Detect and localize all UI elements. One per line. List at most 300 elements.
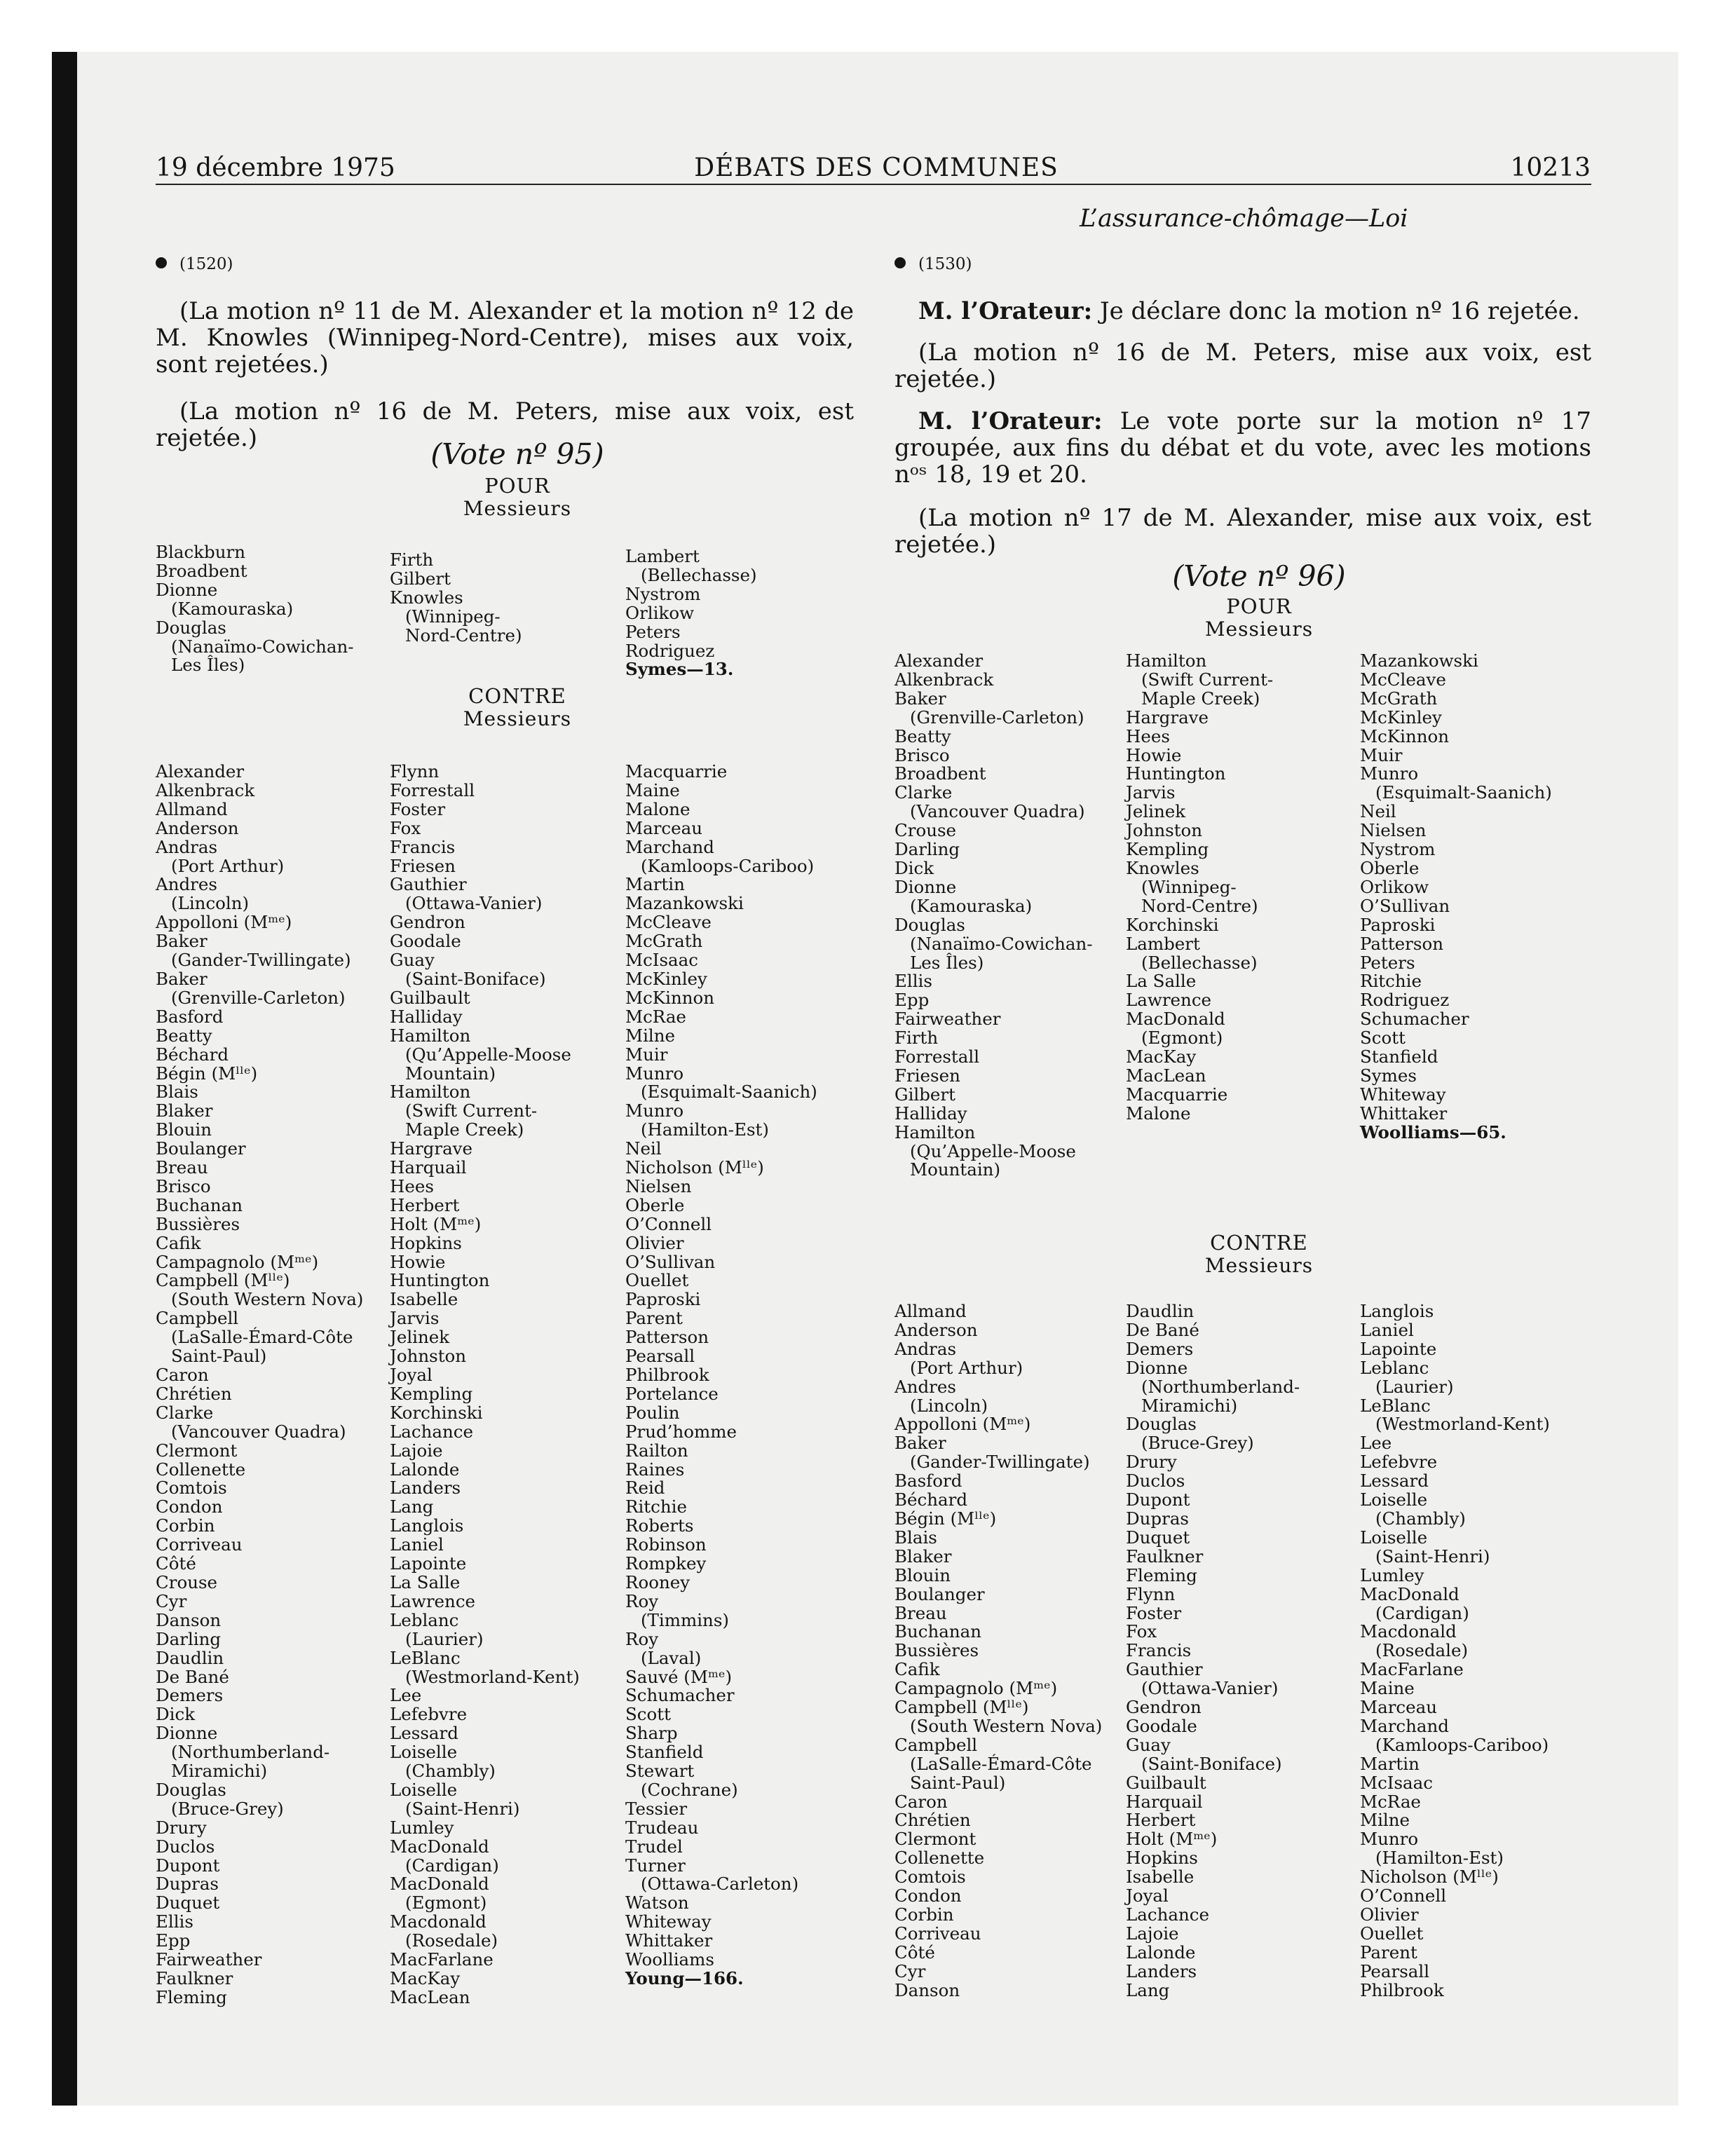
member-name: Neil bbox=[625, 1138, 662, 1159]
member-name: Macquarrie bbox=[1126, 1084, 1228, 1105]
member-riding: (South Western Nova) bbox=[910, 1715, 1103, 1736]
member-name: Munro bbox=[1360, 763, 1419, 784]
member-name: Firth bbox=[894, 1028, 939, 1049]
member-name: McCleave bbox=[625, 912, 712, 933]
member-name: Rodriguez bbox=[1360, 990, 1450, 1011]
member-name: LeBlanc bbox=[1360, 1395, 1431, 1416]
member-name: Blaker bbox=[156, 1100, 213, 1121]
member-name: La Salle bbox=[390, 1571, 461, 1592]
member-name: Drury bbox=[156, 1817, 207, 1838]
member-name: Baker bbox=[894, 688, 946, 709]
member-name: McKinnon bbox=[625, 987, 715, 1008]
vote-95-contre-heading: CONTRE bbox=[468, 684, 566, 708]
member-name: Francis bbox=[390, 836, 456, 857]
member-name: Whittaker bbox=[625, 1930, 713, 1951]
member-name: Corriveau bbox=[156, 1534, 243, 1555]
member-name: Francis bbox=[1126, 1640, 1192, 1661]
member-name: Fox bbox=[1126, 1621, 1157, 1642]
member-name: Anderson bbox=[894, 1319, 978, 1340]
vote-95-pour-col-3 bbox=[625, 547, 757, 679]
member-name: Peters bbox=[1360, 952, 1415, 973]
member-name: Neil bbox=[1360, 801, 1396, 822]
member-riding: (Gander-Twillingate) bbox=[171, 950, 351, 971]
member-riding: (Westmorland-Kent) bbox=[1375, 1414, 1550, 1435]
speech-text: Le vote porte sur la motion nº 17 groupée, aux fins du débat et du vote, avec les motions nᵒˢ 18, 19 et 20. bbox=[894, 407, 1591, 489]
member-name: Munro bbox=[1360, 1829, 1419, 1850]
member-name: Lee bbox=[390, 1685, 422, 1706]
vote-96-title: (Vote nº 96) bbox=[1172, 559, 1346, 593]
header-rule bbox=[156, 184, 1591, 185]
member-riding: (Qu’Appelle-Moose bbox=[405, 1044, 571, 1065]
member-name: Boulanger bbox=[894, 1583, 985, 1604]
member-name: Scott bbox=[625, 1704, 671, 1725]
member-name: Marchand bbox=[625, 836, 714, 857]
member-name: Danson bbox=[156, 1609, 222, 1630]
member-riding: (Cardigan) bbox=[405, 1855, 499, 1876]
right-paragraph-2: (La motion nº 16 de M. Peters, mise aux voix, est rejetée.) bbox=[894, 339, 1591, 393]
member-name: Lambert bbox=[1126, 933, 1200, 954]
member-name: MacDonald bbox=[390, 1874, 489, 1895]
member-name: Epp bbox=[894, 990, 930, 1011]
member-name: MacLean bbox=[390, 1986, 470, 2007]
member-name: Drury bbox=[1126, 1452, 1177, 1473]
member-name: Andres bbox=[156, 874, 217, 895]
member-name: Turner bbox=[625, 1855, 686, 1876]
member-name: Dupont bbox=[156, 1855, 220, 1876]
member-name: Mazankowski bbox=[625, 893, 744, 914]
member-riding: (Kamouraska) bbox=[910, 895, 1033, 916]
member-name: Lalonde bbox=[1126, 1942, 1196, 1963]
member-name: Symes bbox=[1360, 1065, 1417, 1086]
member-riding: (Laurier) bbox=[405, 1628, 484, 1649]
left-paragraph-2: (La motion nº 16 de M. Peters, mise aux voix, est rejetée.) bbox=[156, 397, 854, 452]
member-name: Munro bbox=[625, 1063, 684, 1084]
member-riding: (Bellechasse) bbox=[1141, 952, 1258, 973]
member-name: Marceau bbox=[625, 817, 703, 838]
member-riding: (Chambly) bbox=[1375, 1508, 1466, 1529]
member-riding: (Kamouraska) bbox=[171, 598, 294, 619]
member-name: Collenette bbox=[156, 1459, 246, 1480]
member-name: Langlois bbox=[1360, 1301, 1434, 1321]
member-name: Forrestall bbox=[894, 1046, 980, 1067]
member-name: Rompkey bbox=[625, 1553, 707, 1574]
member-name: Nielsen bbox=[1360, 820, 1427, 841]
member-name: Lalonde bbox=[390, 1459, 460, 1480]
member-name: Pearsall bbox=[1360, 1960, 1430, 1981]
member-name: Campbell (Mˡˡᵉ) bbox=[156, 1270, 290, 1291]
member-name: Gendron bbox=[390, 912, 465, 933]
member-name: Baker bbox=[894, 1433, 946, 1454]
member-name: MacFarlane bbox=[1360, 1659, 1464, 1680]
member-riding: (Westmorland-Kent) bbox=[405, 1666, 580, 1687]
member-name: Rooney bbox=[625, 1571, 690, 1592]
member-name: McGrath bbox=[625, 931, 703, 952]
vote-95-contre-col-3 bbox=[625, 763, 817, 1988]
member-name: Lambert bbox=[625, 546, 700, 566]
header-title: DÉBATS DES COMMUNES bbox=[694, 153, 1059, 182]
member-name: Dionne bbox=[1126, 1357, 1188, 1378]
member-riding: (Laval) bbox=[641, 1647, 702, 1668]
member-name: Collenette bbox=[894, 1848, 985, 1869]
member-name: De Bané bbox=[156, 1666, 229, 1687]
member-name: La Salle bbox=[1126, 971, 1197, 992]
member-name: Béchard bbox=[156, 1044, 229, 1065]
member-name: Ouellet bbox=[625, 1270, 689, 1291]
member-name: Nystrom bbox=[625, 583, 701, 604]
member-name: Leblanc bbox=[1360, 1357, 1429, 1378]
member-name: Prud’homme bbox=[625, 1421, 737, 1442]
member-name: Lapointe bbox=[390, 1553, 467, 1574]
member-riding: (Swift Current- bbox=[405, 1100, 538, 1121]
member-name: Fairweather bbox=[156, 1949, 262, 1970]
member-name: Schumacher bbox=[625, 1685, 735, 1706]
member-name: Landers bbox=[1126, 1960, 1197, 1981]
right-paragraph-1 bbox=[894, 298, 1591, 325]
time-marker-left bbox=[156, 254, 233, 275]
member-riding: (Lincoln) bbox=[910, 1395, 988, 1416]
member-name: Harquail bbox=[390, 1157, 467, 1178]
member-name: Knowles bbox=[390, 587, 463, 608]
member-name: Ouellet bbox=[1360, 1923, 1424, 1944]
member-name: Macdonald bbox=[390, 1911, 487, 1932]
member-name: Joyal bbox=[390, 1365, 433, 1385]
member-name: Isabelle bbox=[1126, 1867, 1195, 1888]
member-name: Muir bbox=[625, 1044, 668, 1065]
member-riding: (Laurier) bbox=[1375, 1376, 1454, 1397]
member-riding: (Lincoln) bbox=[171, 893, 250, 914]
member-name: Loiselle bbox=[1360, 1527, 1428, 1548]
member-riding: (Egmont) bbox=[405, 1892, 487, 1913]
member-name: Huntington bbox=[1126, 763, 1226, 784]
member-name: Clermont bbox=[156, 1440, 238, 1461]
member-name: Maine bbox=[625, 779, 680, 800]
member-name: De Bané bbox=[1126, 1319, 1199, 1340]
member-name: Malone bbox=[625, 798, 690, 819]
member-name: Cyr bbox=[156, 1590, 187, 1611]
member-name: Nicholson (Mˡˡᵉ) bbox=[1360, 1867, 1499, 1888]
vote-95-pour-subheading: Messieurs bbox=[463, 497, 572, 520]
member-riding: (Cardigan) bbox=[1375, 1602, 1469, 1623]
speech-text: Je déclare donc la motion nº 16 rejetée. bbox=[1092, 297, 1580, 325]
member-name: Whiteway bbox=[625, 1911, 712, 1932]
member-riding: Saint-Paul) bbox=[171, 1346, 267, 1367]
member-name: Appolloni (Mᵐᵉ) bbox=[894, 1414, 1031, 1435]
member-name: O’Connell bbox=[625, 1213, 712, 1234]
member-name: Blouin bbox=[894, 1564, 951, 1585]
member-riding: Les Îles) bbox=[910, 952, 984, 973]
member-name: Darling bbox=[894, 839, 960, 860]
member-name: Roy bbox=[625, 1628, 659, 1649]
member-name: Caron bbox=[894, 1791, 948, 1812]
member-name: Lang bbox=[1126, 1979, 1170, 2000]
member-name: Allmand bbox=[894, 1301, 967, 1321]
vote-96-contre-heading: CONTRE bbox=[1210, 1231, 1308, 1255]
member-name: O’Sullivan bbox=[625, 1251, 716, 1272]
header-page-number: 10213 bbox=[1510, 153, 1591, 182]
member-name: Broadbent bbox=[156, 560, 247, 581]
member-riding: (Grenville-Carleton) bbox=[171, 987, 346, 1008]
member-name: Roberts bbox=[625, 1515, 694, 1536]
member-name: Portelance bbox=[625, 1383, 719, 1404]
member-name: Symes—13. bbox=[625, 659, 734, 680]
member-name: Andras bbox=[894, 1338, 957, 1359]
member-name: Pearsall bbox=[625, 1346, 695, 1367]
member-name: Parent bbox=[1360, 1942, 1417, 1963]
member-name: Faulkner bbox=[156, 1968, 233, 1988]
member-name: Cafik bbox=[156, 1232, 201, 1253]
member-name: Brisco bbox=[156, 1175, 211, 1196]
speaker-label: M. l’Orateur: bbox=[918, 407, 1103, 435]
member-name: Guilbault bbox=[390, 987, 470, 1008]
member-name: Oberle bbox=[625, 1194, 685, 1215]
vote-96-pour-subheading: Messieurs bbox=[1204, 618, 1314, 641]
member-riding: (Nanaïmo-Cowichan- bbox=[171, 636, 354, 657]
member-name: Trudeau bbox=[625, 1817, 699, 1838]
member-name: Whittaker bbox=[1360, 1103, 1448, 1124]
member-name: Faulkner bbox=[1126, 1546, 1204, 1567]
member-name: McGrath bbox=[1360, 688, 1438, 709]
member-name: Duclos bbox=[156, 1836, 215, 1857]
member-name: Fleming bbox=[156, 1986, 227, 2007]
member-name: Dupras bbox=[1126, 1508, 1189, 1529]
member-riding: (LaSalle-Émard-Côte bbox=[171, 1327, 353, 1348]
member-name: MacDonald bbox=[1360, 1583, 1460, 1604]
member-name: Buchanan bbox=[894, 1621, 982, 1642]
member-name: Gauthier bbox=[390, 874, 467, 895]
member-name: Dupras bbox=[156, 1874, 219, 1895]
member-name: Lefebvre bbox=[1360, 1452, 1438, 1473]
member-name: Corbin bbox=[156, 1515, 215, 1536]
bullet-icon bbox=[156, 257, 167, 268]
member-riding: (Port Arthur) bbox=[171, 855, 285, 876]
member-name: Whiteway bbox=[1360, 1084, 1446, 1105]
member-name: Peters bbox=[625, 621, 681, 642]
member-name: Jarvis bbox=[1126, 782, 1176, 803]
member-name: Milne bbox=[1360, 1810, 1410, 1831]
member-name: Martin bbox=[625, 874, 685, 895]
member-name: Macdonald bbox=[1360, 1621, 1457, 1642]
member-name: Gauthier bbox=[1126, 1659, 1203, 1680]
member-name: Bussières bbox=[894, 1640, 979, 1661]
member-name: Demers bbox=[1126, 1338, 1194, 1359]
member-name: Douglas bbox=[1126, 1414, 1197, 1435]
member-name: Isabelle bbox=[390, 1289, 458, 1310]
member-riding: (Rosedale) bbox=[1375, 1640, 1469, 1661]
vote-96-contre-col-3 bbox=[1360, 1302, 1550, 2000]
member-name: Gilbert bbox=[390, 568, 451, 589]
member-name: McRae bbox=[625, 1006, 686, 1027]
vote-95-pour-col-2 bbox=[390, 551, 522, 646]
member-name: Nielsen bbox=[625, 1175, 692, 1196]
member-riding: Saint-Paul) bbox=[910, 1772, 1006, 1793]
member-name: Lachance bbox=[1126, 1904, 1209, 1925]
member-riding: (Grenville-Carleton) bbox=[910, 707, 1084, 728]
member-name: McIsaac bbox=[1360, 1772, 1433, 1793]
member-name: Woolliams bbox=[625, 1949, 714, 1970]
member-name: Blouin bbox=[156, 1119, 212, 1140]
member-riding: (Bruce-Grey) bbox=[1141, 1433, 1254, 1454]
member-name: Holt (Mᵐᵉ) bbox=[390, 1213, 482, 1234]
member-name: Loiselle bbox=[1360, 1489, 1428, 1510]
member-riding: Miramichi) bbox=[171, 1761, 268, 1782]
member-riding: (Bruce-Grey) bbox=[171, 1798, 284, 1819]
member-name: Johnston bbox=[1126, 820, 1203, 841]
member-name: McKinnon bbox=[1360, 725, 1450, 746]
member-riding: (Cochrane) bbox=[641, 1779, 738, 1800]
member-name: Breau bbox=[894, 1602, 947, 1623]
member-name: Hargrave bbox=[1126, 707, 1209, 728]
member-name: Campbell bbox=[156, 1308, 239, 1329]
member-name: Corriveau bbox=[894, 1923, 981, 1944]
member-name: Maine bbox=[1360, 1678, 1415, 1699]
member-name: Roy bbox=[625, 1590, 659, 1611]
vote-95-contre-col-2 bbox=[390, 763, 580, 2007]
member-name: Baker bbox=[156, 931, 207, 952]
member-riding: (Gander-Twillingate) bbox=[910, 1452, 1090, 1473]
member-name: Beatty bbox=[156, 1025, 212, 1046]
member-name: Hopkins bbox=[1126, 1848, 1198, 1869]
member-riding: (Saint-Boniface) bbox=[405, 968, 546, 989]
member-riding: Les Îles) bbox=[171, 655, 245, 676]
member-name: Sharp bbox=[625, 1723, 678, 1744]
time-marker-text: (1530) bbox=[918, 255, 972, 273]
member-name: Tessier bbox=[625, 1798, 688, 1819]
member-name: Jelinek bbox=[390, 1327, 450, 1348]
member-name: Campbell bbox=[894, 1734, 978, 1755]
member-name: Lessard bbox=[390, 1723, 458, 1744]
member-name: Blais bbox=[894, 1527, 937, 1548]
member-name: Dionne bbox=[156, 1723, 218, 1744]
member-name: Stanfield bbox=[625, 1742, 704, 1763]
member-name: Daudlin bbox=[156, 1647, 224, 1668]
member-name: O’Connell bbox=[1360, 1885, 1447, 1906]
member-riding: (South Western Nova) bbox=[171, 1289, 364, 1310]
member-name: Lumley bbox=[1360, 1564, 1424, 1585]
member-name: Darling bbox=[156, 1628, 222, 1649]
member-name: Loiselle bbox=[390, 1779, 458, 1800]
member-name: Côté bbox=[894, 1942, 935, 1963]
member-riding: Maple Creek) bbox=[1141, 688, 1260, 709]
member-name: Poulin bbox=[625, 1402, 680, 1423]
member-name: McRae bbox=[1360, 1791, 1421, 1812]
member-name: Halliday bbox=[894, 1103, 967, 1124]
member-name: Rodriguez bbox=[625, 640, 715, 661]
member-riding: (Kamloops-Cariboo) bbox=[641, 855, 815, 876]
member-name: Landers bbox=[390, 1478, 461, 1499]
member-name: Beatty bbox=[894, 725, 951, 746]
member-name: Goodale bbox=[390, 931, 461, 952]
member-name: Robinson bbox=[625, 1534, 707, 1555]
member-name: Alkenbrack bbox=[156, 779, 255, 800]
member-name: Macquarrie bbox=[625, 761, 728, 782]
member-name: Reid bbox=[625, 1478, 665, 1499]
member-name: Hees bbox=[390, 1175, 434, 1196]
member-name: Andres bbox=[894, 1376, 956, 1397]
running-head: L’assurance-chômage—Loi bbox=[1080, 205, 1408, 233]
member-name: Ritchie bbox=[1360, 971, 1422, 992]
member-name: Watson bbox=[625, 1892, 689, 1913]
member-name: Bégin (Mˡˡᵉ) bbox=[156, 1063, 258, 1084]
member-name: Olivier bbox=[625, 1232, 684, 1253]
member-name: Stanfield bbox=[1360, 1046, 1438, 1067]
member-name: Nicholson (Mˡˡᵉ) bbox=[625, 1157, 764, 1178]
member-name: Milne bbox=[625, 1025, 676, 1046]
member-name: Gilbert bbox=[894, 1084, 955, 1105]
member-name: Mazankowski bbox=[1360, 650, 1478, 671]
member-riding: (Winnipeg- bbox=[405, 606, 501, 627]
member-name: Demers bbox=[156, 1685, 224, 1706]
member-name: McKinley bbox=[1360, 707, 1442, 728]
member-riding: (Esquimalt-Saanich) bbox=[641, 1082, 817, 1103]
member-name: Lumley bbox=[390, 1817, 454, 1838]
member-name: Hamilton bbox=[390, 1082, 471, 1103]
member-riding: (Port Arthur) bbox=[910, 1357, 1023, 1378]
member-name: Alexander bbox=[156, 761, 245, 782]
member-name: Campbell (Mˡˡᵉ) bbox=[894, 1697, 1029, 1718]
member-name: Harquail bbox=[1126, 1791, 1203, 1812]
member-name: MacDonald bbox=[1126, 1009, 1225, 1030]
member-name: Flynn bbox=[390, 761, 440, 782]
member-name: Raines bbox=[625, 1459, 685, 1480]
member-riding: (Hamilton-Est) bbox=[1375, 1848, 1504, 1869]
member-name: Epp bbox=[156, 1930, 191, 1951]
member-name: Condon bbox=[156, 1496, 223, 1517]
member-name: Friesen bbox=[894, 1065, 960, 1086]
member-name: Joyal bbox=[1126, 1885, 1169, 1906]
member-riding: (Chambly) bbox=[405, 1761, 496, 1782]
member-name: McKinley bbox=[625, 968, 707, 989]
binding-strip bbox=[52, 52, 77, 2106]
member-name: Patterson bbox=[1360, 933, 1443, 954]
member-riding: (Ottawa-Vanier) bbox=[405, 893, 543, 914]
member-name: Ritchie bbox=[625, 1496, 687, 1517]
member-name: Basford bbox=[894, 1471, 962, 1492]
member-name: Clarke bbox=[156, 1402, 214, 1423]
member-name: Cyr bbox=[894, 1960, 926, 1981]
member-name: Lefebvre bbox=[390, 1704, 468, 1725]
member-name: MacKay bbox=[390, 1968, 461, 1988]
member-name: Ellis bbox=[894, 971, 932, 992]
member-name: Clermont bbox=[894, 1829, 977, 1850]
member-riding: Mountain) bbox=[910, 1159, 1001, 1180]
member-name: Blais bbox=[156, 1082, 198, 1103]
member-name: Patterson bbox=[625, 1327, 709, 1348]
member-name: Woolliams—65. bbox=[1360, 1121, 1506, 1142]
member-riding: (Ottawa-Vanier) bbox=[1141, 1678, 1279, 1699]
member-name: Hees bbox=[1126, 725, 1170, 746]
member-riding: (LaSalle-Émard-Côte bbox=[910, 1753, 1092, 1774]
member-name: Duclos bbox=[1126, 1471, 1185, 1492]
vote-96-contre-col-2 bbox=[1126, 1302, 1300, 2000]
vote-95-contre-subheading: Messieurs bbox=[463, 707, 572, 730]
member-name: Lawrence bbox=[390, 1590, 476, 1611]
member-name: Laniel bbox=[1360, 1319, 1414, 1340]
member-riding: Nord-Centre) bbox=[1141, 895, 1258, 916]
member-name: Lessard bbox=[1360, 1471, 1429, 1492]
member-name: Lachance bbox=[390, 1421, 473, 1442]
member-name: Herbert bbox=[390, 1194, 460, 1215]
member-name: Blaker bbox=[894, 1546, 952, 1567]
member-name: Scott bbox=[1360, 1028, 1406, 1049]
member-name: Douglas bbox=[156, 617, 226, 638]
member-name: Foster bbox=[1126, 1602, 1182, 1623]
member-riding: (Saint-Henri) bbox=[405, 1798, 520, 1819]
vote-96-contre-col-1 bbox=[894, 1302, 1102, 2000]
vote-96-pour-heading: POUR bbox=[1226, 594, 1292, 618]
member-name: Flynn bbox=[1126, 1583, 1176, 1604]
member-name: Paproski bbox=[1360, 914, 1436, 935]
member-name: Marchand bbox=[1360, 1715, 1449, 1736]
